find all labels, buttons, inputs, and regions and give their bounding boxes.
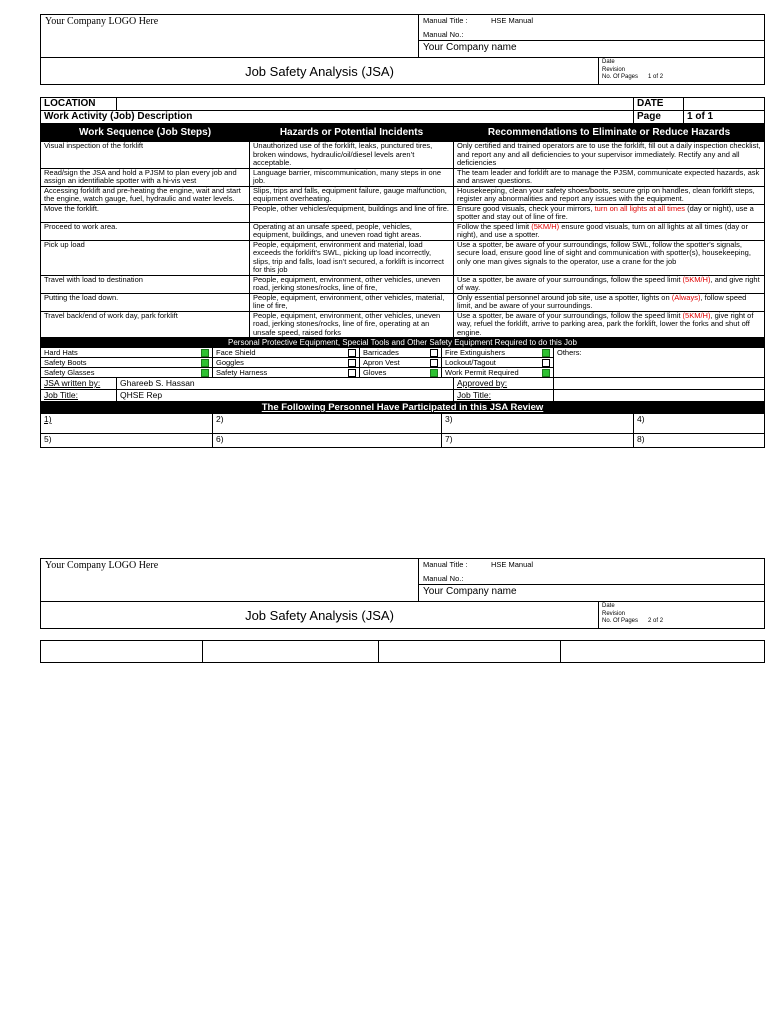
recommendation: Use a spotter, be aware of your surroundings, follow SWL, follow the spotter's signals, secure load, ensure good line of sight and communication with spotter(s), housekeeping, only one man gives signals to the operator, use a crane for the job [454, 240, 765, 275]
jsa-written-by-value[interactable]: Ghareeb S. Hassan [117, 378, 454, 390]
table-row [41, 186, 765, 204]
recommendation: Housekeeping, clean your safety shoes/boots, secure grip on handles, clean forklift steps, register any abnormalities and report any issues with the equipment. [454, 186, 765, 204]
checkbox-icon[interactable] [542, 369, 550, 377]
ppe-item[interactable]: Fire Extinguishers [442, 348, 554, 358]
manual-no: Manual No.: [419, 573, 765, 585]
highlighted-text: (5KM/H) [531, 221, 560, 231]
hazard: Language barrier, miscommunication, many steps in one job. [250, 168, 454, 186]
recommendation: Ensure good visuals, check your mirrors, turn on all lights at all times (day or night), use a spotter and stay out of line of fire. [454, 204, 765, 222]
job-step: Move the forklift. [41, 204, 250, 222]
ppe-bar: Personal Protective Equipment, Special Tools and Other Safety Equipment Required to do this Job [41, 338, 765, 348]
date-label: DATE [634, 98, 684, 111]
revision-label: Revision [602, 610, 626, 617]
hazard: People, equipment, environment, other vehicles, uneven road, jerking stones/rocks, line of fire, [250, 275, 454, 293]
table-row [41, 222, 765, 240]
checkbox-icon[interactable] [542, 359, 550, 367]
participant-field[interactable]: 2) [213, 414, 442, 434]
ppe-item[interactable]: Safety Glasses [41, 368, 213, 378]
participant-field[interactable]: 8) [634, 434, 765, 448]
date-label: Date [602, 603, 615, 609]
hazard: People, other vehicles/equipment, buildings and line of fire. [250, 204, 454, 222]
job-step: Travel with load to destination [41, 275, 250, 293]
others-field[interactable]: Others: [554, 348, 765, 378]
col-recommendations: Recommendations to Eliminate or Reduce Hazards [454, 124, 765, 142]
participant-field[interactable]: 4) [634, 414, 765, 434]
date-label: Date [602, 59, 615, 65]
ppe-item[interactable]: Work Permit Required [442, 368, 554, 378]
checkbox-icon[interactable] [201, 349, 209, 357]
approver-job-title-field[interactable] [554, 390, 765, 402]
jsa-table [40, 97, 765, 448]
blank-cell[interactable] [379, 641, 561, 663]
hazard: People, equipment, environment, other vehicles, uneven road, jerking stones/rocks, line of fire, operating at an unsafe speed, raised forks [250, 311, 454, 338]
approved-by-label: Approved by: [454, 378, 554, 390]
job-step: Visual inspection of the forklift [41, 142, 250, 169]
checkbox-icon[interactable] [430, 369, 438, 377]
checkbox-icon[interactable] [430, 349, 438, 357]
pages-count: No. Of Pages 1 of 2 [602, 74, 664, 80]
table-row [41, 275, 765, 293]
ppe-item[interactable]: Barricades [360, 348, 442, 358]
table-row [41, 293, 765, 311]
ppe-item[interactable]: Apron Vest [360, 358, 442, 368]
job-step: Travel back/end of work day, park forklift [41, 311, 250, 338]
checkbox-icon[interactable] [201, 369, 209, 377]
job-step: Proceed to work area. [41, 222, 250, 240]
page2-header [40, 558, 765, 629]
table-row [41, 204, 765, 222]
location-label: LOCATION [41, 98, 117, 111]
table-row [41, 240, 765, 275]
highlighted-text: (Always) [671, 292, 701, 302]
checkbox-icon[interactable] [348, 349, 356, 357]
document-title: Job Safety Analysis (JSA) [41, 602, 599, 629]
recommendation: The team leader and forklift are to manage the PJSM, communicate expected hazards, ask and answer questions. [454, 168, 765, 186]
participant-field[interactable]: 5) [41, 434, 213, 448]
job-step: Read/sign the JSA and hold a PJSM to plan every job and assign an identifiable spotter with a hi-vis vest [41, 168, 250, 186]
blank-cell[interactable] [561, 641, 765, 663]
job-step: Pick up load [41, 240, 250, 275]
recommendation: Only essential personnel around job site, use a spotter, lights on (Always), follow speed limit, and be aware of your surroundings. [454, 293, 765, 311]
hazard: Operating at an unsafe speed, people, vehicles, equipment, buildings, and uneven road tight areas. [250, 222, 454, 240]
hazard: People, equipment, environment and material, load exceeds the forklift's SWL, picking up load incorrectly, slips, trip and falls, load isn’t secured, a forklift is incorrect for this job [250, 240, 454, 275]
manual-title: Manual Title : HSE Manual [419, 15, 765, 29]
date-field[interactable] [684, 98, 765, 111]
location-field[interactable] [117, 98, 634, 111]
hazard: Unauthorized use of the forklift, leaks, punctured tires, broken windows, hydraulic/oil/diesel levels aren’t acceptable. [250, 142, 454, 169]
checkbox-icon[interactable] [542, 349, 550, 357]
job-step: Putting the load down. [41, 293, 250, 311]
checkbox-icon[interactable] [348, 369, 356, 377]
revision-block [599, 58, 765, 85]
page-value: 1 of 1 [684, 111, 765, 124]
jsa-written-by-label: JSA written by: [41, 378, 117, 390]
ppe-item[interactable]: Safety Harness [213, 368, 360, 378]
manual-no: Manual No.: [419, 29, 765, 41]
job-title-value[interactable]: QHSE Rep [117, 390, 454, 402]
ppe-item[interactable]: Hard Hats [41, 348, 213, 358]
company-logo-placeholder: Your Company LOGO Here [41, 559, 419, 602]
table-row [41, 168, 765, 186]
hazard: Slips, trips and falls, equipment failure, gauge malfunction, equipment overheating. [250, 186, 454, 204]
table-row [41, 311, 765, 338]
highlighted-text: (5KM/H) [682, 310, 711, 320]
checkbox-icon[interactable] [430, 359, 438, 367]
participant-field[interactable]: 3) [442, 414, 634, 434]
company-name: Your Company name [419, 41, 765, 58]
recommendation: Use a spotter, be aware of your surroundings, follow the speed limit (5KM/H), give right of way, refuel the forklift, arrive to parking area, park the forklift, lower the forks and shut off engine. [454, 311, 765, 338]
approved-by-field[interactable] [554, 378, 765, 390]
recommendation: Follow the speed limit (5KM/H) ensure good visuals, turn on all lights at all times (day or night), and use a spotter. [454, 222, 765, 240]
ppe-item[interactable]: Goggles [213, 358, 360, 368]
blank-cell[interactable] [203, 641, 379, 663]
checkbox-icon[interactable] [201, 359, 209, 367]
col-hazards: Hazards or Potential Incidents [250, 124, 454, 142]
ppe-item[interactable]: Safety Boots [41, 358, 213, 368]
participant-field[interactable]: 6) [213, 434, 442, 448]
ppe-item[interactable]: Lockout/Tagout [442, 358, 554, 368]
recommendation: Only certified and trained operators are to use the forklift, fill out a daily inspection checklist, and report any and all deficiencies to your supervisor immediately. Rectify any and all deficiencies [454, 142, 765, 169]
company-logo-placeholder: Your Company LOGO Here [41, 15, 419, 58]
revision-block [599, 602, 765, 629]
page1-header [40, 14, 765, 85]
approver-job-title-label: Job Title: [454, 390, 554, 402]
ppe-item[interactable]: Face Shield [213, 348, 360, 358]
job-step: Accessing forklift and pre-heating the engine, wait and start the engine, watch gauge, fuel, hydraulic and water levels. [41, 186, 250, 204]
table-row [41, 142, 765, 169]
participants-bar: The Following Personnel Have Participated in this JSA Review [41, 402, 765, 414]
pages-count: No. Of Pages 2 of 2 [602, 618, 664, 624]
ppe-item[interactable]: Gloves [360, 368, 442, 378]
blank-cell[interactable] [41, 641, 203, 663]
revision-label: Revision [602, 66, 626, 73]
hazard: People, equipment, environment, other vehicles, material, line of fire, [250, 293, 454, 311]
highlighted-text: (5KM/H) [682, 274, 711, 284]
work-activity-label: Work Activity (Job) Description [41, 111, 634, 124]
page-label: Page [634, 111, 684, 124]
document-title: Job Safety Analysis (JSA) [41, 58, 599, 85]
manual-title: Manual Title : HSE Manual [419, 559, 765, 573]
checkbox-icon[interactable] [348, 359, 356, 367]
participant-field[interactable]: 1) [41, 414, 213, 434]
col-work-sequence: Work Sequence (Job Steps) [41, 124, 250, 142]
company-name: Your Company name [419, 585, 765, 602]
highlighted-text: turn on all lights at all times [594, 203, 686, 213]
job-title-label: Job Title: [41, 390, 117, 402]
recommendation: Use a spotter, be aware of your surroundings, follow the speed limit (5KM/H), and give right of way. [454, 275, 765, 293]
page2-blank-row [40, 640, 765, 663]
participant-field[interactable]: 7) [442, 434, 634, 448]
